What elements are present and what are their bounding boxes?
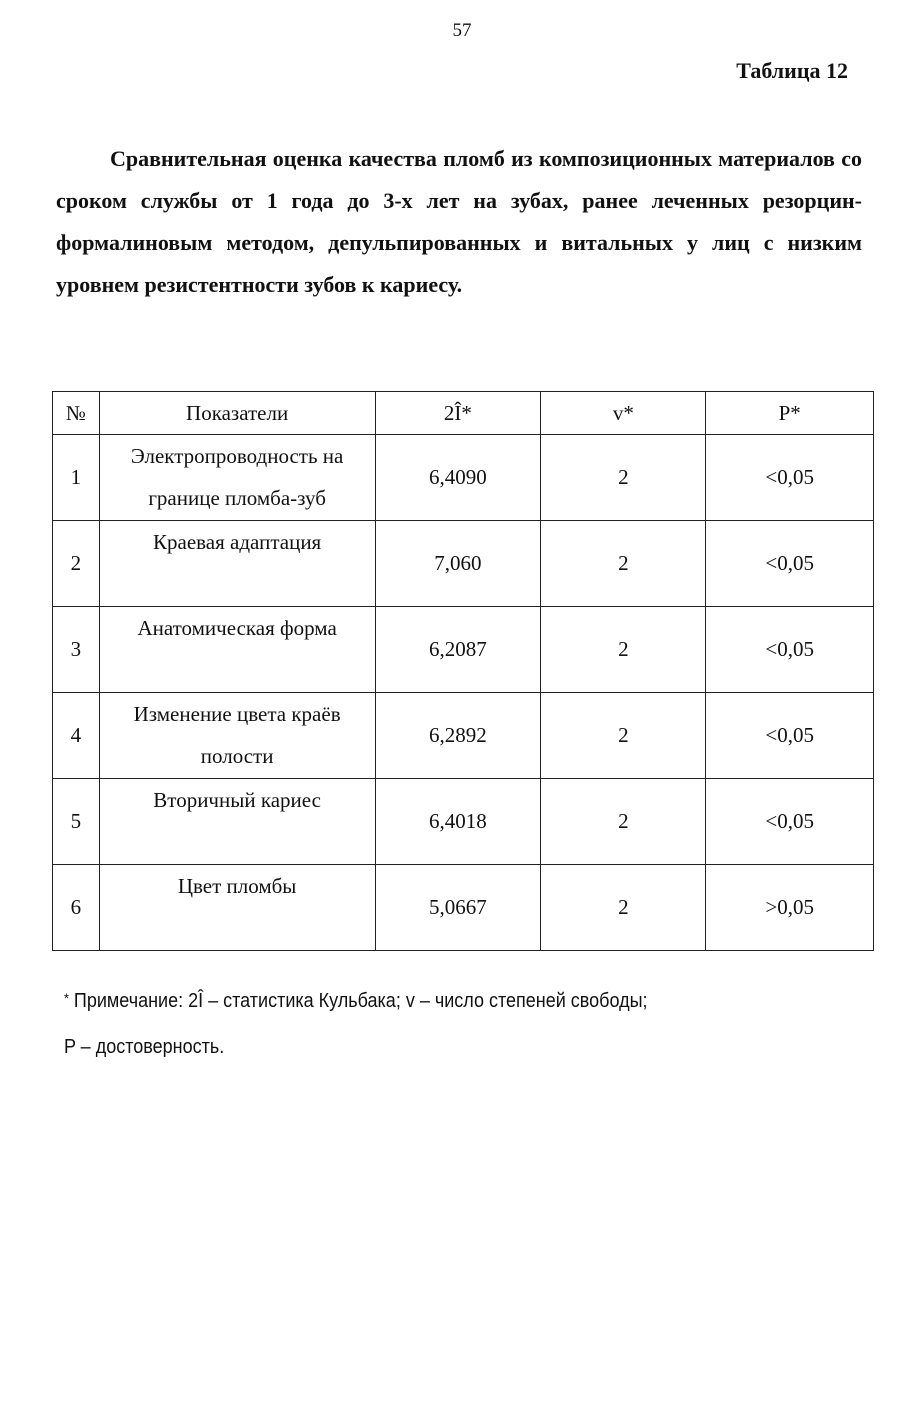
row-p: <0,05 [706,435,874,521]
row-v: 2 [541,521,706,607]
footnote-text: Примечание: 2Î – статистика Кульбака; v – число степеней свободы; [73,990,648,1012]
row-stat: 6,2087 [375,607,541,693]
row-p: >0,05 [706,865,874,951]
indicator-line: Цвет пломбы [177,874,297,898]
row-indicator [99,779,375,865]
footnote-line-2: P – достоверность. [64,1036,225,1058]
row-p: <0,05 [706,693,874,779]
header-p: P* [706,392,874,435]
row-num: 2 [53,521,100,607]
row-num: 4 [53,693,100,779]
row-p: <0,05 [706,779,874,865]
header-v: v* [541,392,706,435]
indicator-line: Краевая адаптация [153,530,322,554]
table-row [53,693,874,779]
page-number: 57 [452,20,472,41]
indicator-line: полости [200,744,274,768]
row-stat: 6,2892 [375,693,541,779]
row-num: 5 [53,779,100,865]
row-indicator [99,521,375,607]
row-p: <0,05 [706,607,874,693]
row-num: 6 [53,865,100,951]
row-v: 2 [541,693,706,779]
row-stat: 6,4090 [375,435,541,521]
indicator-line: Вторичный кариес [153,788,321,812]
table-header-row [53,392,874,435]
row-v: 2 [541,865,706,951]
footnote-line-1 [64,990,648,1013]
header-stat: 2Î* [375,392,541,435]
results-table [52,391,874,951]
table-row [53,607,874,693]
row-v: 2 [541,779,706,865]
row-num: 1 [53,435,100,521]
row-p: <0,05 [706,521,874,607]
indicator-line: границе пломба-зуб [148,486,326,510]
table-row [53,435,874,521]
footnote-star: * [64,990,69,1006]
table-row [53,779,874,865]
row-stat: 5,0667 [375,865,541,951]
row-indicator [99,435,375,521]
row-stat: 7,060 [375,521,541,607]
row-indicator [99,607,375,693]
table-row [53,521,874,607]
row-num: 3 [53,607,100,693]
table-label: Таблица 12 [736,58,848,83]
row-indicator [99,865,375,951]
row-stat: 6,4018 [375,779,541,865]
row-indicator [99,693,375,779]
header-num: № [53,392,100,435]
row-v: 2 [541,435,706,521]
indicator-line: Электропроводность на [130,444,344,468]
row-v: 2 [541,607,706,693]
indicator-line: Анатомическая форма [137,616,337,640]
table-caption: Сравнительная оценка качества пломб из композиционных материалов со сроком службы от 1 года до 3-х лет на зубах, ранее леченных резорцин-формалиновым методом, депульпированных и витальных у лиц с низким уровнем резистентности зубов к кариесу. [56,146,862,297]
header-indicator: Показатели [99,392,375,435]
indicator-line: Изменение цвета краёв [133,702,341,726]
table-row [53,865,874,951]
